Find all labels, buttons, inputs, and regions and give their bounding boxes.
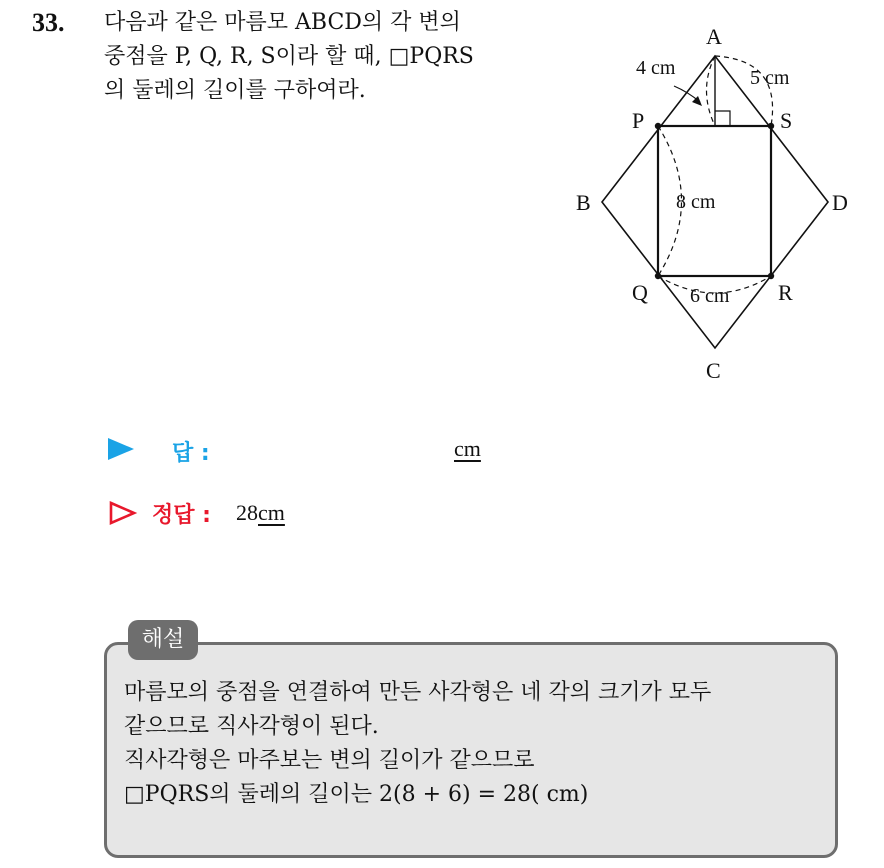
point-p-dot (655, 123, 661, 129)
question-text (104, 6, 574, 108)
outline-arrow-icon (108, 500, 138, 526)
solution-text (124, 676, 834, 812)
vertex-c-label: C (706, 358, 721, 383)
question-line: 다음과 같은 마름모 ABCD의 각 변의 (104, 10, 461, 35)
base-label: 6 cm (690, 285, 730, 307)
correct-answer-label: 정답 : (152, 503, 211, 528)
point-s-dot (768, 123, 774, 129)
answer-row (108, 432, 528, 472)
rhombus-figure (570, 18, 860, 388)
height-label: 4 cm (636, 57, 676, 79)
correct-answer-value (236, 500, 285, 526)
answer-unit: cm (454, 436, 481, 461)
play-arrow-icon (108, 438, 134, 460)
vertex-d-label: D (832, 190, 848, 215)
answer-label: 답 : (172, 441, 210, 466)
vertex-a-label: A (706, 24, 722, 49)
right-angle-mark (715, 111, 730, 126)
correct-answer-row (108, 496, 528, 536)
solution-line: 직사각형은 마주보는 변의 길이가 같으므로 (124, 748, 535, 773)
question-line: 의 둘레의 길이를 구하여라. (104, 78, 366, 103)
point-r-label: R (778, 280, 793, 305)
correct-answer-unit: cm (258, 500, 285, 525)
rhombus-diagram (570, 18, 860, 388)
solution-line: 같으므로 직사각형이 된다. (124, 714, 379, 739)
question-number: 33. (32, 8, 65, 37)
point-r-dot (768, 273, 774, 279)
question-line: 중점을 P, Q, R, S이라 할 때, □PQRS (104, 44, 474, 69)
correct-answer-number: 28 (236, 500, 258, 525)
solution-tab: 해설 (128, 620, 198, 660)
solution-line: □PQRS의 둘레의 길이는 2(8 + 6) = 28( cm) (124, 782, 589, 807)
point-p-label: P (632, 108, 645, 133)
point-s-label: S (780, 108, 793, 133)
side-label: 5 cm (750, 67, 790, 89)
diagonal-label: 8 cm (676, 191, 716, 213)
solution-line: 마름모의 중점을 연결하여 만든 사각형은 네 각의 크기가 모두 (124, 680, 712, 705)
point-q-label: Q (632, 280, 648, 305)
vertex-b-label: B (576, 190, 591, 215)
point-q-dot (655, 273, 661, 279)
